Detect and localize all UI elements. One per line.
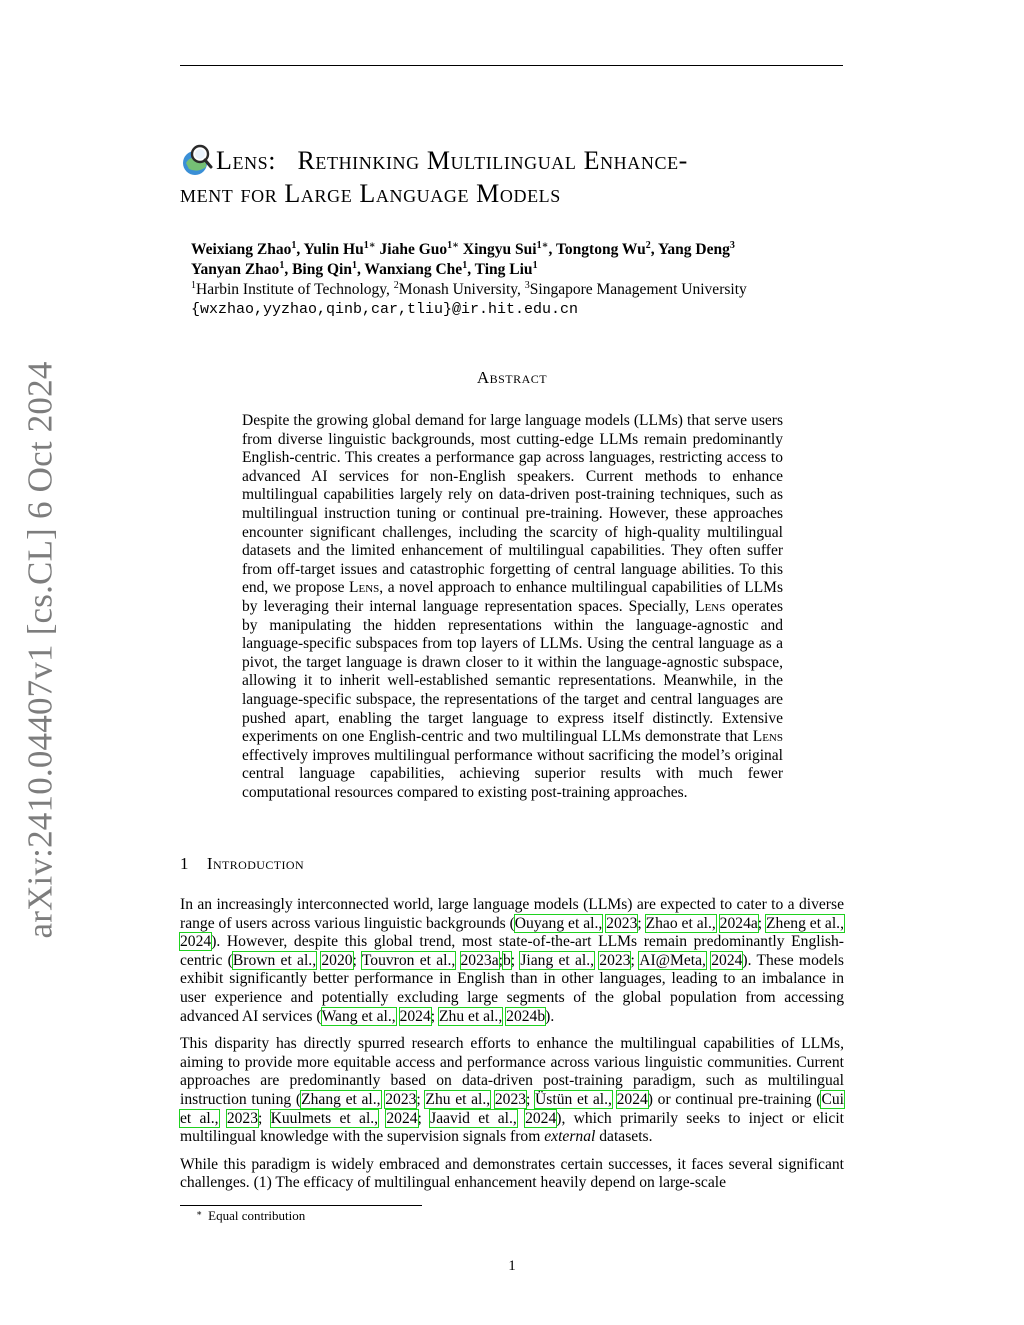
- affiliation-name: Harbin Institute of Technology,: [196, 281, 394, 298]
- citation-link[interactable]: Zhu et al.,: [425, 1090, 491, 1108]
- affiliation-name: Monash University,: [398, 281, 525, 298]
- citation-link[interactable]: 2024b: [506, 1007, 546, 1025]
- citation-link[interactable]: Zhao et al.,: [645, 914, 716, 932]
- abstract-part-3: operates by manipulating the hidden representations within the language-agnostic and language-specific subspaces from top layers of LLMs. Using the central language as a pivot, the target language is drawn closer to it within the language-agnostic subspace, allowing it to inherit well-established semantic representations. Meanwhile, in the language-specific subspace, the representations of the target and central languages are pushed apart, enabling the target language to express itself distinctly. Extensive experiments on one English-centric and two multilingual LLMs demonstrate that: [242, 597, 783, 746]
- emphasis-text: external: [544, 1128, 596, 1146]
- title-line2: ment for Large Language Models: [180, 179, 561, 208]
- author-email: {wxzhao,yyzhao,qinb,car,tliu}@ir.hit.edu.cn: [191, 301, 579, 318]
- author-name: Weixiang Zhao: [191, 241, 292, 258]
- page-number: 1: [508, 1258, 516, 1274]
- author-affil-mark: 1: [462, 259, 468, 271]
- citation-link[interactable]: 2023: [385, 1090, 417, 1108]
- body-text-run: [219, 1110, 227, 1127]
- citation-link[interactable]: Zheng et al.,: [766, 914, 844, 932]
- body-text-run: [612, 1091, 617, 1108]
- paragraph: [180, 1156, 844, 1193]
- author-affil-mark: 1∗: [536, 239, 549, 251]
- title-line1: Rethinking Multilingual Enhance-: [297, 146, 688, 175]
- body-text-run: ).: [545, 1007, 555, 1025]
- footnote: [196, 1208, 305, 1224]
- author-block: [191, 240, 841, 320]
- citation-link[interactable]: 2024: [525, 1109, 557, 1127]
- abstract-lens-name: Lens: [695, 597, 726, 615]
- author-name: Xingyu Sui: [462, 241, 537, 258]
- abstract-part-1: Despite the growing global demand for large language models (LLMs) that serve users from diverse linguistic backgrounds, most cutting-edge LLMs remain predominantly English-centric. This creates a performance gap across languages, restricting access to advanced AI services for non-English speakers. Current methods to enhance multilingual capabilities largely rely on data-driven post-training techniques, such as multilingual instruction tuning or continual pre-training. However, these approaches encounter significant challenges, including the scarcity of high-quality multilingual datasets and the limited enhancement of multilingual capabilities. They often suffer from off-target issues and catastrophic forgetting of central language abilities. To this end, we propose: [242, 412, 783, 597]
- header-rule: [180, 65, 843, 66]
- author-affil-mark: 1: [291, 239, 297, 251]
- citation-link[interactable]: 2024: [616, 1090, 648, 1108]
- affiliation-mark: 2: [393, 279, 399, 291]
- citation-link[interactable]: Üstün et al.,: [535, 1090, 612, 1108]
- title-lens: Lens:: [216, 146, 277, 175]
- body-text-run: ;: [630, 951, 640, 969]
- citation-link[interactable]: Jiang et al.,: [520, 951, 595, 969]
- abstract-part-2: , a novel approach to enhance multilingual capabilities of LLMs by leveraging their internal language representation spaces. Specially,: [242, 579, 783, 615]
- author-name: Tongtong Wu: [556, 241, 646, 258]
- author-name: Yanyan Zhao: [191, 261, 280, 278]
- body-text-run: ;: [637, 914, 646, 932]
- citation-link[interactable]: Cui et al.,: [180, 1090, 844, 1127]
- author-name: Yang Deng: [657, 241, 730, 258]
- citation-link[interactable]: 2023: [606, 914, 638, 932]
- citation-link[interactable]: b: [502, 951, 511, 969]
- author-affil-mark: 1∗: [363, 239, 376, 251]
- citation-link[interactable]: 2020: [321, 951, 353, 969]
- author-affil-mark: 1: [532, 259, 538, 271]
- footnote-rule: [180, 1205, 422, 1206]
- body-text-run: ;: [416, 1090, 426, 1108]
- citation-link[interactable]: 2024: [180, 933, 212, 951]
- arxiv-id: arXiv:2410.04407v1 [cs.CL] 6 Oct 2024: [21, 361, 61, 939]
- paper-title: [180, 143, 844, 210]
- section-heading: [180, 854, 304, 874]
- body-text-run: ;: [430, 1007, 439, 1025]
- footnote-text: Equal contribution: [208, 1208, 306, 1223]
- abstract-text: [242, 412, 783, 802]
- body-text-run: ;: [526, 1090, 536, 1108]
- abstract-heading: Abstract: [476, 368, 548, 387]
- citation-link[interactable]: 2023: [494, 1090, 527, 1108]
- body-text-run: [517, 1110, 525, 1127]
- citation-link[interactable]: 2023: [599, 951, 631, 969]
- paragraph: [180, 896, 844, 1026]
- citation-link[interactable]: Wang et al.,: [321, 1007, 396, 1025]
- author-name: Yulin Hu: [303, 241, 364, 258]
- body-text-run: In an increasingly interconnected world, large language models (LLMs) are expected to cater to a diverse range of users across various linguistic backgrounds (: [180, 896, 844, 932]
- citation-link[interactable]: 2024: [711, 951, 743, 969]
- body-text-run: ). These models exhibit significantly better performance in English than in other languages, leading to an imbalance in user experience and potentially excluding large segments of the global population from accessing advanced AI services (: [180, 951, 844, 1025]
- section-number: 1: [180, 854, 189, 873]
- citation-link[interactable]: AI@Meta,: [639, 951, 706, 969]
- author-affil-mark: 1: [279, 259, 285, 271]
- author-affil-mark: 3: [729, 239, 735, 251]
- affiliation-mark: 1: [191, 279, 196, 291]
- citation-link[interactable]: Zhang et al.,: [301, 1090, 381, 1108]
- author-name: Ting Liu: [474, 261, 533, 278]
- paragraph: [180, 1035, 844, 1147]
- body-text-run: datasets.: [595, 1128, 653, 1146]
- author-line-1: Weixiang Zhao$^1$, Yulin $Hu^{1∗}$ Jiahe Guo$^{1∗}$ Xingyu Sui$^{1∗}$, Tongtong Wu$^2$, Yang Deng$^3$: [191, 239, 735, 258]
- body-text-run: ;: [417, 1109, 431, 1127]
- body-text-run: ), which primarily seeks to inject or elicit multilingual knowledge with the supervision signals from: [180, 1109, 844, 1146]
- affiliation-mark: 3: [524, 279, 530, 291]
- footnote-mark: ∗: [196, 1208, 203, 1218]
- citation-link[interactable]: 2024: [386, 1109, 418, 1127]
- citation-link[interactable]: Brown et al.,: [232, 951, 317, 969]
- affiliation-name: Singapore Management University: [529, 281, 747, 298]
- citation-link[interactable]: Jaavid et al.,: [430, 1109, 517, 1127]
- arxiv-stamp: [10, 361, 72, 939]
- citation-link[interactable]: 2024: [399, 1007, 431, 1025]
- body-text-run: This disparity has directly spurred research efforts to enhance the multilingual capabilities of LLMs, aiming to provide more equitable access and performance across various linguistic communities. Current approaches are predominantly based on data-driven post-training paradigm, such as multilingual instruction tuning (: [180, 1035, 844, 1108]
- body-text-run: ;: [352, 951, 362, 969]
- body-text-run: ) or continual pre-training (: [647, 1090, 822, 1108]
- body-text-run: While this paradigm is widely embraced and demonstrates certain successes, it faces several significant challenges. (1) The efficacy of multilingual enhancement heavily depend on large-scale: [180, 1155, 844, 1192]
- author-affil-mark: 2: [645, 239, 651, 251]
- citation-link[interactable]: 2023a: [460, 951, 499, 969]
- author-name: Jiahe Guo: [379, 241, 448, 258]
- abstract-part-4: effectively improves multilingual performance without sacrificing the model’s original central language capabilities, achieving superior results with much fewer computational resources compared to existing post-training approaches.: [242, 746, 783, 801]
- body-text-run: [455, 952, 460, 969]
- author-name: Bing Qin: [292, 261, 352, 278]
- citation-link[interactable]: 2023: [226, 1109, 259, 1127]
- affiliations: [191, 280, 841, 300]
- body-text-run: [396, 1008, 400, 1025]
- author-affil-mark: 1∗: [447, 239, 460, 251]
- citation-link[interactable]: 2024a: [719, 914, 758, 932]
- author-affil-mark: 1: [351, 259, 357, 271]
- citation-link[interactable]: Touvron et al.,: [361, 951, 456, 969]
- body-text-run: ;: [498, 951, 503, 969]
- abstract-lens-name: Lens: [349, 579, 380, 597]
- section-title: Introduction: [206, 854, 305, 873]
- abstract-lens-name: Lens: [752, 728, 783, 746]
- author-line-2: Yanyan Zhao$^1$, Bing Qin$^1$, Wanxiang Che$^1$, Ting Liu$^1$: [191, 259, 538, 278]
- citation-link[interactable]: Zhu et al.,: [439, 1007, 503, 1025]
- body-text-run: ;: [757, 914, 767, 932]
- citation-link[interactable]: Kuulmets et al.,: [270, 1109, 379, 1127]
- body-text-run: ). However, despite this global trend, most state-of-the-art LLMs remain predominantly English-centric (: [180, 933, 844, 969]
- introduction-body: [180, 896, 844, 1202]
- citation-link[interactable]: Ouyang et al.,: [514, 914, 603, 932]
- author-name: Wanxiang Che: [364, 261, 463, 278]
- lens-logo-icon: [180, 143, 214, 177]
- body-text-run: ;: [258, 1109, 271, 1127]
- body-text-run: ;: [510, 951, 521, 969]
